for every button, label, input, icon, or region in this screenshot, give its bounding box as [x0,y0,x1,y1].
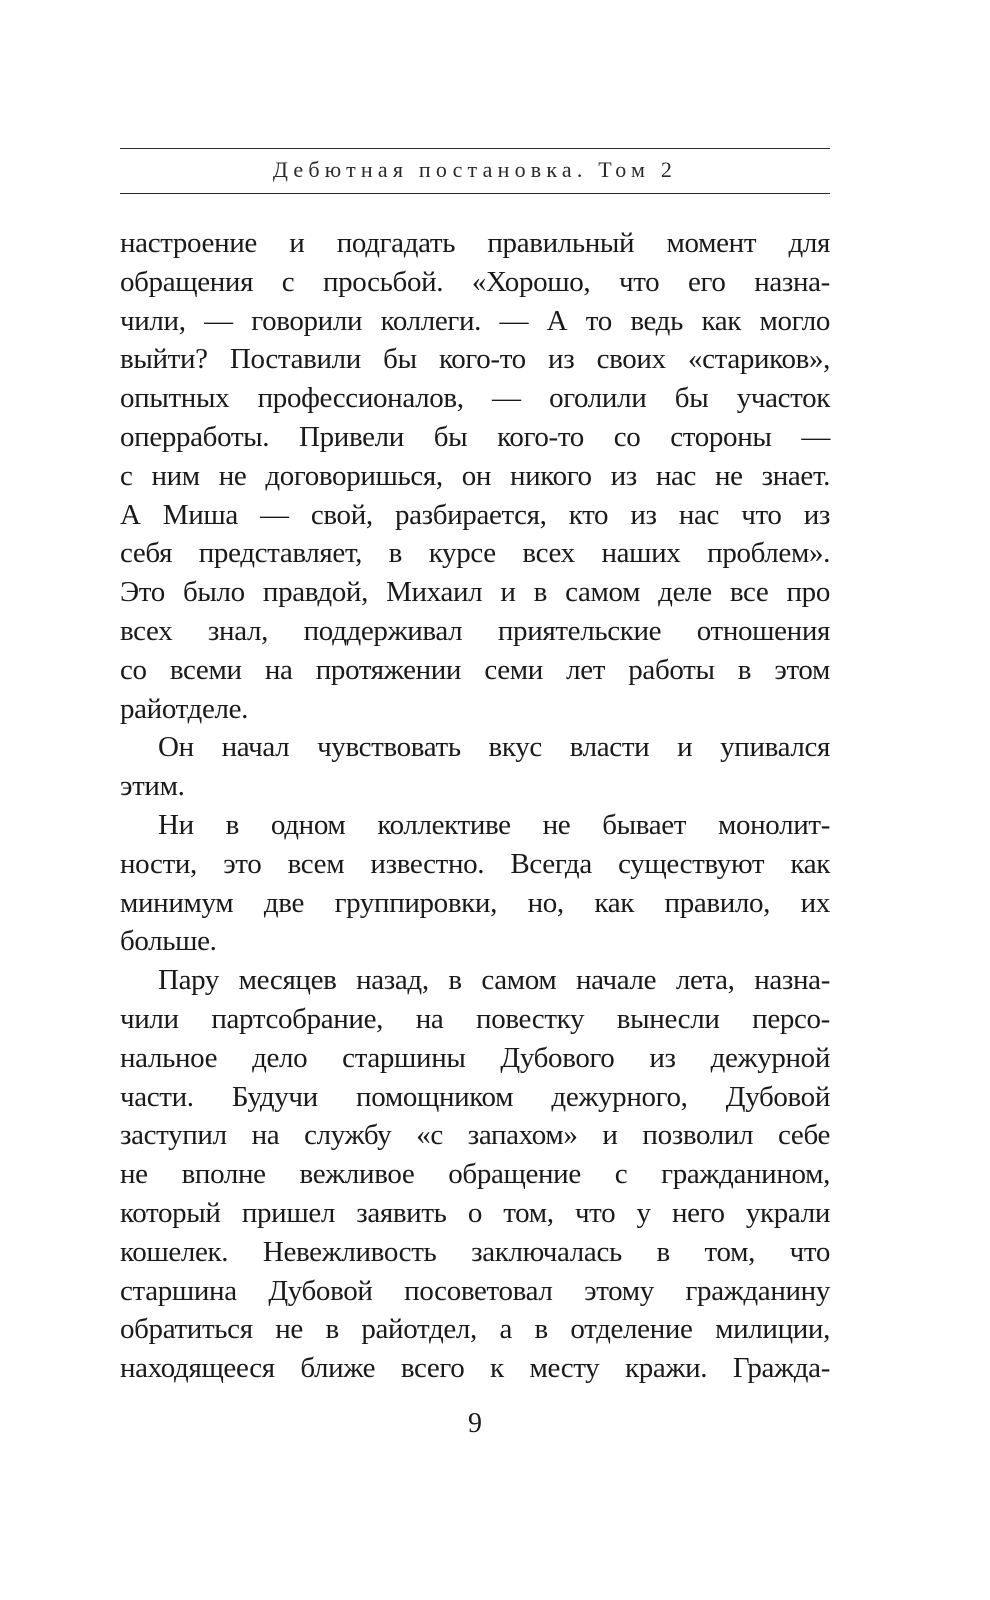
text-line: себя представляет, в курсе всех наших проблем». [120,537,830,570]
running-head: Дебютная постановка. Том 2 [272,157,678,182]
text-line: старшина Дубовой посоветовал этому гражданину [120,1274,830,1307]
text-line: обращения с просьбой. «Хорошо, что его назна- [120,265,830,298]
text-line: обратиться не в райотдел, а в отделение милиции, [120,1313,830,1346]
text-line: заступил на службу «с запахом» и позволил себе [120,1119,830,1152]
text-line: части. Будучи помощником дежурного, Дубовой [120,1080,830,1113]
text-line: со всеми на протяжении семи лет работы в этом [120,653,830,686]
text-line: находящееся ближе всего к месту кражи. Гражда- [120,1352,830,1385]
text-line: Ни в одном коллективе не бывает монолит- [158,808,830,841]
text-line: настроение и подгадать правильный момент для [120,227,830,259]
text-line: выйти? Поставили бы кого-то из своих «стариков», [120,343,830,376]
text-line: чили, — говорили коллеги. — А то ведь как могло [120,304,830,337]
text-line: Пару месяцев назад, в самом начале лета, назна- [158,964,830,997]
text-line: райотделе. [120,692,249,725]
text-line: нальное дело старшины Дубового из дежурной [120,1041,830,1074]
text-line: А Миша — свой, разбирается, кто из нас что из [120,498,830,531]
header-rule-top [120,148,830,149]
text-line: Он начал чувствовать вкус власти и упивался [158,731,830,764]
text-line: чили партсобрание, на повестку вынесли персо- [120,1002,830,1035]
page-number: 9 [468,1408,482,1439]
text-line: этим. [120,770,185,803]
text-line: минимум две группировки, но, как правило, их [120,886,830,919]
text-line: больше. [120,925,217,958]
text-line: с ним не договоришься, он никого из нас не знает. [120,459,830,492]
text-line: ности, это всем известно. Всегда существуют как [120,847,830,880]
header-rule-bottom [120,193,830,194]
body-text [120,224,830,1388]
text-line: Это было правдой, Михаил и в самом деле все про [120,576,830,609]
text-line: всех знал, поддерживал приятельские отношения [120,614,830,647]
text-line: оперработы. Привели бы кого-то со стороны — [120,420,830,453]
text-line: не вполне вежливое обращение с гражданином, [120,1158,830,1191]
text-line: который пришел заявить о том, что у него украли [120,1196,830,1229]
text-line: кошелек. Невежливость заключалась в том, что [120,1235,830,1268]
text-line: опытных профессионалов, — оголили бы участок [120,382,830,415]
